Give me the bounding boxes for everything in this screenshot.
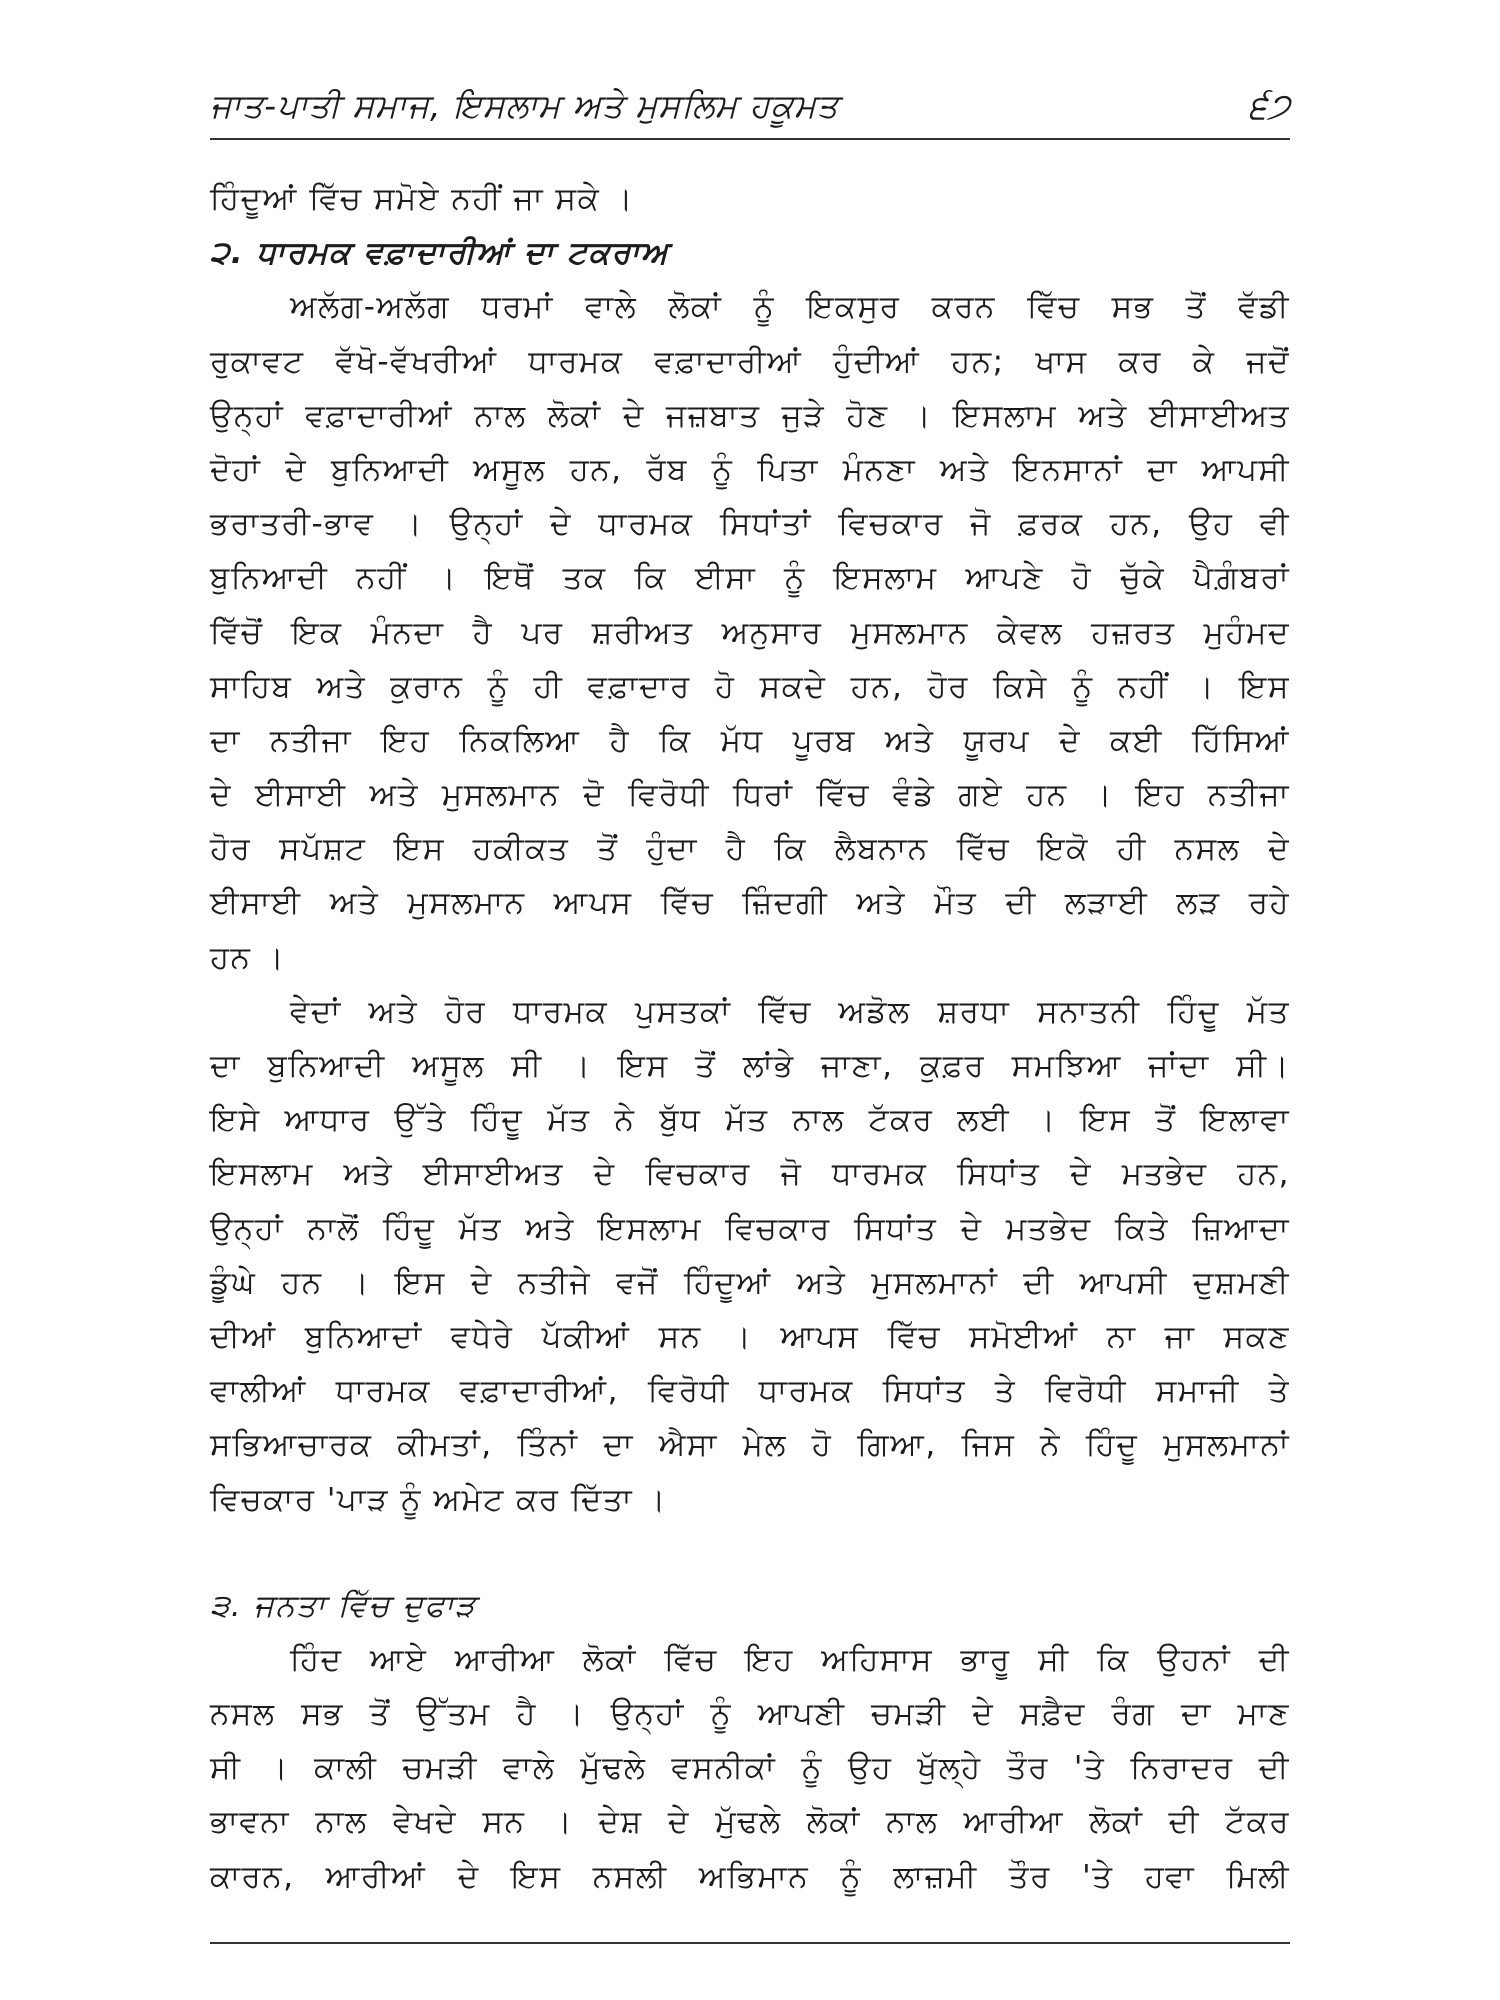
- text-line: ਹਿੰਦੂਆਂ ਵਿੱਚ ਸਮੋਏ ਨਹੀਂ ਜਾ ਸਕੇ ।: [210, 181, 634, 217]
- text-line: ਸਭਿਆਚਾਰਕ ਕੀਮਤਾਂ, ਤਿੰਨਾਂ ਦਾ ਐਸਾ ਮੇਲ ਹੋ ਗਿਆ, ਜਿਸ ਨੇ ਹਿੰਦੂ ਮੁਸਲਮਾਨਾਂ: [210, 1427, 1290, 1464]
- text-line: ਉਨ੍ਹਾਂ ਵਫ਼ਾਦਾਰੀਆਂ ਨਾਲ ਲੋਕਾਂ ਦੇ ਜਜ਼ਬਾਤ ਜੁੜੇ ਹੋਣ । ਇਸਲਾਮ ਅਤੇ ਈਸਾਈਅਤ: [210, 397, 1290, 434]
- text-line: ਵਿਚਕਾਰ 'ਪਾੜ ਨੂੰ ਅਮੇਟ ਕਰ ਦਿੱਤਾ ।: [210, 1481, 667, 1518]
- section-heading-public-division: ੩. ਜਨਤਾ ਵਿੱਚ ਦੁਫਾੜ: [210, 1587, 477, 1624]
- text-line: ਦਾ ਨਤੀਜਾ ਇਹ ਨਿਕਲਿਆ ਹੈ ਕਿ ਮੱਧ ਪੂਰਬ ਅਤੇ ਯੂਰਪ ਦੇ ਕਈ ਹਿੱਸਿਆਂ: [210, 722, 1290, 759]
- header-rule: [210, 138, 1290, 140]
- text-line: ਸਾਹਿਬ ਅਤੇ ਕੁਰਾਨ ਨੂੰ ਹੀ ਵਫ਼ਾਦਾਰ ਹੋ ਸਕਦੇ ਹਨ, ਹੋਰ ਕਿਸੇ ਨੂੰ ਨਹੀਂ । ਇਸ: [210, 668, 1290, 705]
- text-line: ਉਨ੍ਹਾਂ ਨਾਲੋਂ ਹਿੰਦੂ ਮੱਤ ਅਤੇ ਇਸਲਾਮ ਵਿਚਕਾਰ ਸਿਧਾਂਤ ਦੇ ਮਤਭੇਦ ਕਿਤੇ ਜ਼ਿਆਦਾ: [210, 1210, 1290, 1247]
- text-line: ਹੋਰ ਸਪੱਸ਼ਟ ਇਸ ਹਕੀਕਤ ਤੋਂ ਹੁੰਦਾ ਹੈ ਕਿ ਲੈਬਨਾਨ ਵਿੱਚ ਇਕੋ ਹੀ ਨਸਲ ਦੇ: [210, 831, 1290, 868]
- running-title: ਜਾਤ-ਪਾਤੀ ਸਮਾਜ, ਇਸਲਾਮ ਅਤੇ ਮੁਸਲਿਮ ਹਕੂਮਤ: [210, 86, 839, 125]
- text-line: ਰੁਕਾਵਟ ਵੱਖੋ-ਵੱਖਰੀਆਂ ਧਾਰਮਕ ਵਫ਼ਾਦਾਰੀਆਂ ਹੁੰਦੀਆਂ ਹਨ; ਖਾਸ ਕਰ ਕੇ ਜਦੋਂ: [210, 343, 1290, 380]
- text-line: ਦੋਹਾਂ ਦੇ ਬੁਨਿਆਦੀ ਅਸੂਲ ਹਨ, ਰੱਬ ਨੂੰ ਪਿਤਾ ਮੰਨਣਾ ਅਤੇ ਇਨਸਾਨਾਂ ਦਾ ਆਪਸੀ: [210, 451, 1290, 488]
- page-number: ੬੭: [1248, 86, 1290, 127]
- footer-rule: [210, 1942, 1290, 1944]
- text-line: ਡੂੰਘੇ ਹਨ । ਇਸ ਦੇ ਨਤੀਜੇ ਵਜੋਂ ਹਿੰਦੂਆਂ ਅਤੇ ਮੁਸਲਮਾਨਾਂ ਦੀ ਆਪਸੀ ਦੁਸ਼ਮਣੀ: [210, 1264, 1290, 1301]
- text-line: ਦਾ ਬੁਨਿਆਦੀ ਅਸੂਲ ਸੀ । ਇਸ ਤੋਂ ਲਾਂਭੇ ਜਾਣਾ, ਕੁਫ਼ਰ ਸਮਝਿਆ ਜਾਂਦਾ ਸੀ।: [210, 1048, 1290, 1084]
- text-line: ਹਿੰਦ ਆਏ ਆਰੀਆ ਲੋਕਾਂ ਵਿੱਚ ਇਹ ਅਹਿਸਾਸ ਭਾਰੂ ਸੀ ਕਿ ਉਹਨਾਂ ਦੀ: [290, 1641, 1290, 1678]
- paragraph: [210, 280, 1290, 984]
- text-line: ਈਸਾਈ ਅਤੇ ਮੁਸਲਮਾਨ ਆਪਸ ਵਿੱਚ ਜ਼ਿੰਦਗੀ ਅਤੇ ਮੌਤ ਦੀ ਲੜਾਈ ਲੜ ਰਹੇ: [210, 885, 1290, 922]
- text-line: ਵਿੱਚੋਂ ਇਕ ਮੰਨਦਾ ਹੈ ਪਰ ਸ਼ਰੀਅਤ ਅਨੁਸਾਰ ਮੁਸਲਮਾਨ ਕੇਵਲ ਹਜ਼ਰਤ ਮੁਹੰਮਦ: [210, 614, 1290, 651]
- page-body: [210, 172, 1290, 1904]
- text-line: ਭਰਾਤਰੀ-ਭਾਵ । ਉਨ੍ਹਾਂ ਦੇ ਧਾਰਮਕ ਸਿਧਾਂਤਾਂ ਵਿਚਕਾਰ ਜੋ ਫ਼ਰਕ ਹਨ, ਉਹ ਵੀ: [210, 506, 1290, 543]
- paragraph: [210, 1633, 1290, 1904]
- text-line: ਅਲੱਗ-ਅਲੱਗ ਧਰਮਾਂ ਵਾਲੇ ਲੋਕਾਂ ਨੂੰ ਇਕਸੁਰ ਕਰਨ ਵਿੱਚ ਸਭ ਤੋਂ ਵੱਡੀ: [290, 289, 1290, 326]
- text-line: ਸੀ । ਕਾਲੀ ਚਮੜੀ ਵਾਲੇ ਮੁੱਢਲੇ ਵਸਨੀਕਾਂ ਨੂੰ ਉਹ ਖੁੱਲ੍ਹੇ ਤੌਰ 'ਤੇ ਨਿਰਾਦਰ ਦੀ: [210, 1750, 1290, 1787]
- text-line: ਕਾਰਨ, ਆਰੀਆਂ ਦੇ ਇਸ ਨਸਲੀ ਅਭਿਮਾਨ ਨੂੰ ਲਾਜ਼ਮੀ ਤੌਰ 'ਤੇ ਹਵਾ ਮਿਲੀ: [210, 1858, 1290, 1895]
- paragraph: [210, 985, 1290, 1527]
- text-line: ਹਨ ।: [210, 939, 286, 976]
- running-header: [210, 86, 1290, 138]
- section-heading-religious-loyalties: ੨. ਧਾਰਮਕ ਵਫ਼ਾਦਾਰੀਆਂ ਦਾ ਟਕਰਾਅ: [210, 235, 669, 272]
- text-line: ਬੁਨਿਆਦੀ ਨਹੀਂ । ਇਥੋਂ ਤਕ ਕਿ ਈਸਾ ਨੂੰ ਇਸਲਾਮ ਆਪਣੇ ਹੋ ਚੁੱਕੇ ਪੈਗ਼ੰਬਰਾਂ: [210, 560, 1290, 597]
- section-spacer: [210, 1527, 1290, 1579]
- text-line: ਨਸਲ ਸਭ ਤੋਂ ਉੱਤਮ ਹੈ । ਉਨ੍ਹਾਂ ਨੂੰ ਆਪਣੀ ਚਮੜੀ ਦੇ ਸਫ਼ੈਦ ਰੰਗ ਦਾ ਮਾਣ: [210, 1696, 1290, 1733]
- text-line: ਇਸੇ ਆਧਾਰ ਉੱਤੇ ਹਿੰਦੂ ਮੱਤ ਨੇ ਬੁੱਧ ਮੱਤ ਨਾਲ ਟੱਕਰ ਲਈ । ਇਸ ਤੋਂ ਇਲਾਵਾ: [210, 1102, 1290, 1139]
- text-line: ਵੇਦਾਂ ਅਤੇ ਹੋਰ ਧਾਰਮਕ ਪੁਸਤਕਾਂ ਵਿੱਚ ਅਡੋਲ ਸ਼ਰਧਾ ਸਨਾਤਨੀ ਹਿੰਦੂ ਮੱਤ: [290, 993, 1290, 1030]
- text-line: ਇਸਲਾਮ ਅਤੇ ਈਸਾਈਅਤ ਦੇ ਵਿਚਕਾਰ ਜੋ ਧਾਰਮਕ ਸਿਧਾਂਤ ਦੇ ਮਤਭੇਦ ਹਨ,: [210, 1156, 1290, 1193]
- text-line: ਭਾਵਨਾ ਨਾਲ ਵੇਖਦੇ ਸਨ । ਦੇਸ਼ ਦੇ ਮੁੱਢਲੇ ਲੋਕਾਂ ਨਾਲ ਆਰੀਆ ਲੋਕਾਂ ਦੀ ਟੱਕਰ: [210, 1804, 1290, 1841]
- text-line: ਵਾਲੀਆਂ ਧਾਰਮਕ ਵਫ਼ਾਦਾਰੀਆਂ, ਵਿਰੋਧੀ ਧਾਰਮਕ ਸਿਧਾਂਤ ਤੇ ਵਿਰੋਧੀ ਸਮਾਜੀ ਤੇ: [210, 1373, 1290, 1410]
- text-line: ਦੇ ਈਸਾਈ ਅਤੇ ਮੁਸਲਮਾਨ ਦੋ ਵਿਰੋਧੀ ਧਿਰਾਂ ਵਿੱਚ ਵੰਡੇ ਗਏ ਹਨ । ਇਹ ਨਤੀਜਾ: [210, 777, 1290, 814]
- text-line: ਦੀਆਂ ਬੁਨਿਆਦਾਂ ਵਧੇਰੇ ਪੱਕੀਆਂ ਸਨ । ਆਪਸ ਵਿੱਚ ਸਮੋਈਆਂ ਨਾ ਜਾ ਸਕਣ: [210, 1318, 1290, 1355]
